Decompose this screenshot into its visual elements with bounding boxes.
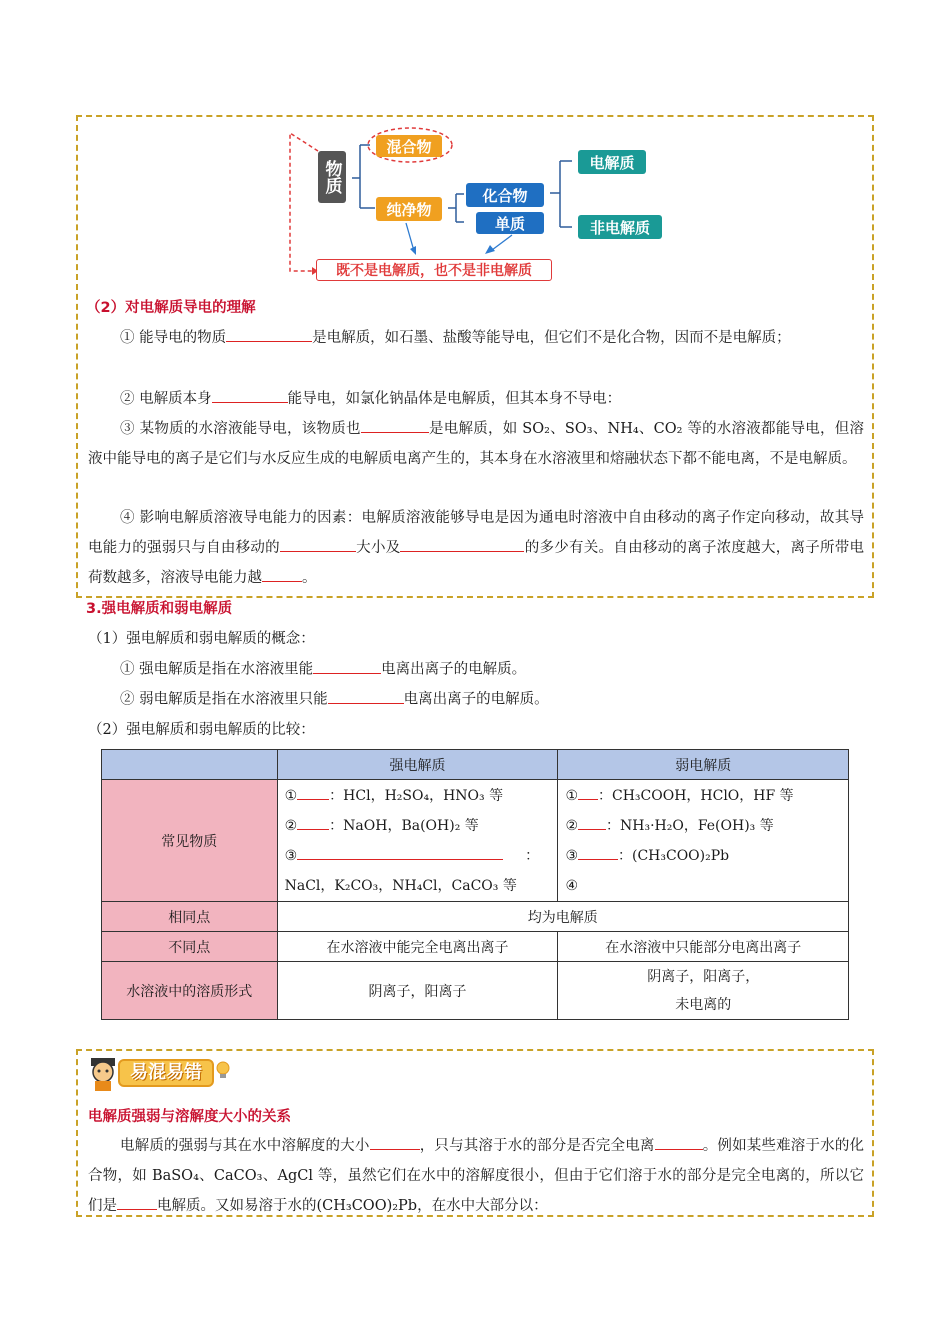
bulb-icon: [216, 1060, 230, 1080]
blank[interactable]: [297, 816, 329, 830]
table-header-row: [102, 750, 849, 780]
form-strong: 阴离子，阳离子: [277, 962, 558, 1020]
sec3-l1: ① 强电解质是指在水溶液里能 电离出离子的电解质。: [120, 659, 526, 680]
blank[interactable]: [361, 419, 429, 434]
blank[interactable]: [578, 846, 618, 860]
blank[interactable]: [226, 328, 312, 343]
blank[interactable]: [578, 816, 606, 830]
blank[interactable]: [328, 689, 404, 704]
blank[interactable]: [280, 538, 356, 553]
sec2-p4: ④ 影响电解质溶液导电能力的因素：电解质溶液能够导电是因为通电时溶液中自由移动的离子作定向移动，故其导电能力的强弱只与自由移动的 大小及 的多少有关。自由移动的离子浓度越大，离子所带电荷数越多，溶液导电能力越 。: [88, 510, 865, 586]
row-label: 水溶液中的溶质形式: [102, 962, 278, 1020]
table-row: [102, 932, 849, 962]
sec3-sub2: （2）强电解质和弱电解质的比较：: [88, 722, 315, 738]
hunhewu-node: 混合物: [376, 135, 442, 157]
tip-badge: [86, 1054, 236, 1092]
blank[interactable]: [212, 389, 288, 404]
diff-weak: 在水溶液中只能部分电离出离子: [558, 932, 849, 962]
row-label: 常见物质: [102, 780, 278, 902]
same-cell: 均为电解质: [277, 902, 848, 932]
blank[interactable]: [117, 1196, 157, 1211]
table-row: [102, 780, 849, 902]
neither-node: 既不是电解质，也不是非电解质: [316, 259, 552, 281]
strong-examples: ① ：HCl，H₂SO₄，HNO₃ 等 ② ：NaOH，Ba(OH)₂ 等 ③ ： NaCl，K₂CO₃，NH₄Cl，CaCO₃ 等: [277, 780, 558, 902]
diff-strong: 在水溶液中能完全电离出离子: [277, 932, 558, 962]
sec2-p3: ③ 某物质的水溶液能导电，该物质也 是电解质，如 SO₂、SO₃、NH₄、CO₂ 等的水溶液都能导电，但溶液中能导电的离子是它们与水反应生成的电解质电离产生的，其本身在水溶液里和熔融状态下都不能电离，不是电解质。: [88, 414, 864, 474]
table-row: [102, 962, 849, 1020]
blank[interactable]: [297, 786, 329, 800]
blank[interactable]: [578, 786, 598, 800]
badge-label: 易混易错: [118, 1059, 214, 1087]
blank[interactable]: [370, 1136, 420, 1151]
header-strong: 强电解质: [277, 750, 558, 780]
wuzhi-node: 物质: [318, 151, 346, 203]
header-weak: 弱电解质: [558, 750, 849, 780]
form-weak: 阴离子，阳离子， 未电离的: [558, 962, 849, 1020]
sec2-title: （2）对电解质导电的理解: [86, 300, 256, 316]
row-label: 不同点: [102, 932, 278, 962]
blank[interactable]: [655, 1136, 703, 1151]
blank[interactable]: [262, 568, 302, 583]
tip-paragraph: 电解质的强弱与其在水中溶解度的大小 ，只与其溶于水的部分是否完全电离 。例如某些难溶于水的化合物，如 BaSO₄、CaCO₃、AgCl 等，虽然它们在水中的溶解度很小，但由于它们溶于水的部分是完全电离的，所以它们是 电解质。又如易溶于水的(CH₃COO)₂Pb，在水中大部分以：: [88, 1131, 864, 1221]
weak-examples: ① ：CH₃COOH，HClO，HF 等 ② ：NH₃·H₂O，Fe(OH)₃ 等 ③ ：(CH₃COO)₂Pb ④: [558, 780, 849, 902]
feidianjiezhi-node: 非电解质: [578, 215, 662, 239]
row-label: 相同点: [102, 902, 278, 932]
blank[interactable]: [400, 538, 524, 553]
dianjiezhi-node: 电解质: [578, 150, 646, 174]
danzhi-node: 单质: [476, 212, 544, 234]
huahewu-node: 化合物: [466, 183, 544, 207]
chunjingwu-node: 纯净物: [376, 197, 442, 221]
mascot-icon: [86, 1054, 122, 1092]
comparison-table: [101, 749, 849, 1020]
classification-diagram: [280, 123, 680, 288]
sec2-p1: ① 能导电的物质 是电解质，如石墨、盐酸等能导电，但它们不是化合物，因而不是电解质；: [88, 323, 864, 353]
sec3-l2: ② 弱电解质是指在水溶液里只能 电离出离子的电解质。: [120, 689, 549, 710]
blank[interactable]: [297, 846, 503, 860]
tip-title: 电解质强弱与溶解度大小的关系: [88, 1109, 291, 1125]
sec2-p2: ② 电解质本身 能导电，如氯化钠晶体是电解质，但其本身不导电：: [88, 384, 864, 414]
table-row: [102, 902, 849, 932]
sec3-sub1: （1）强电解质和弱电解质的概念：: [88, 631, 315, 647]
blank[interactable]: [313, 659, 381, 674]
sec3-title: 3.强电解质和弱电解质: [86, 601, 233, 617]
